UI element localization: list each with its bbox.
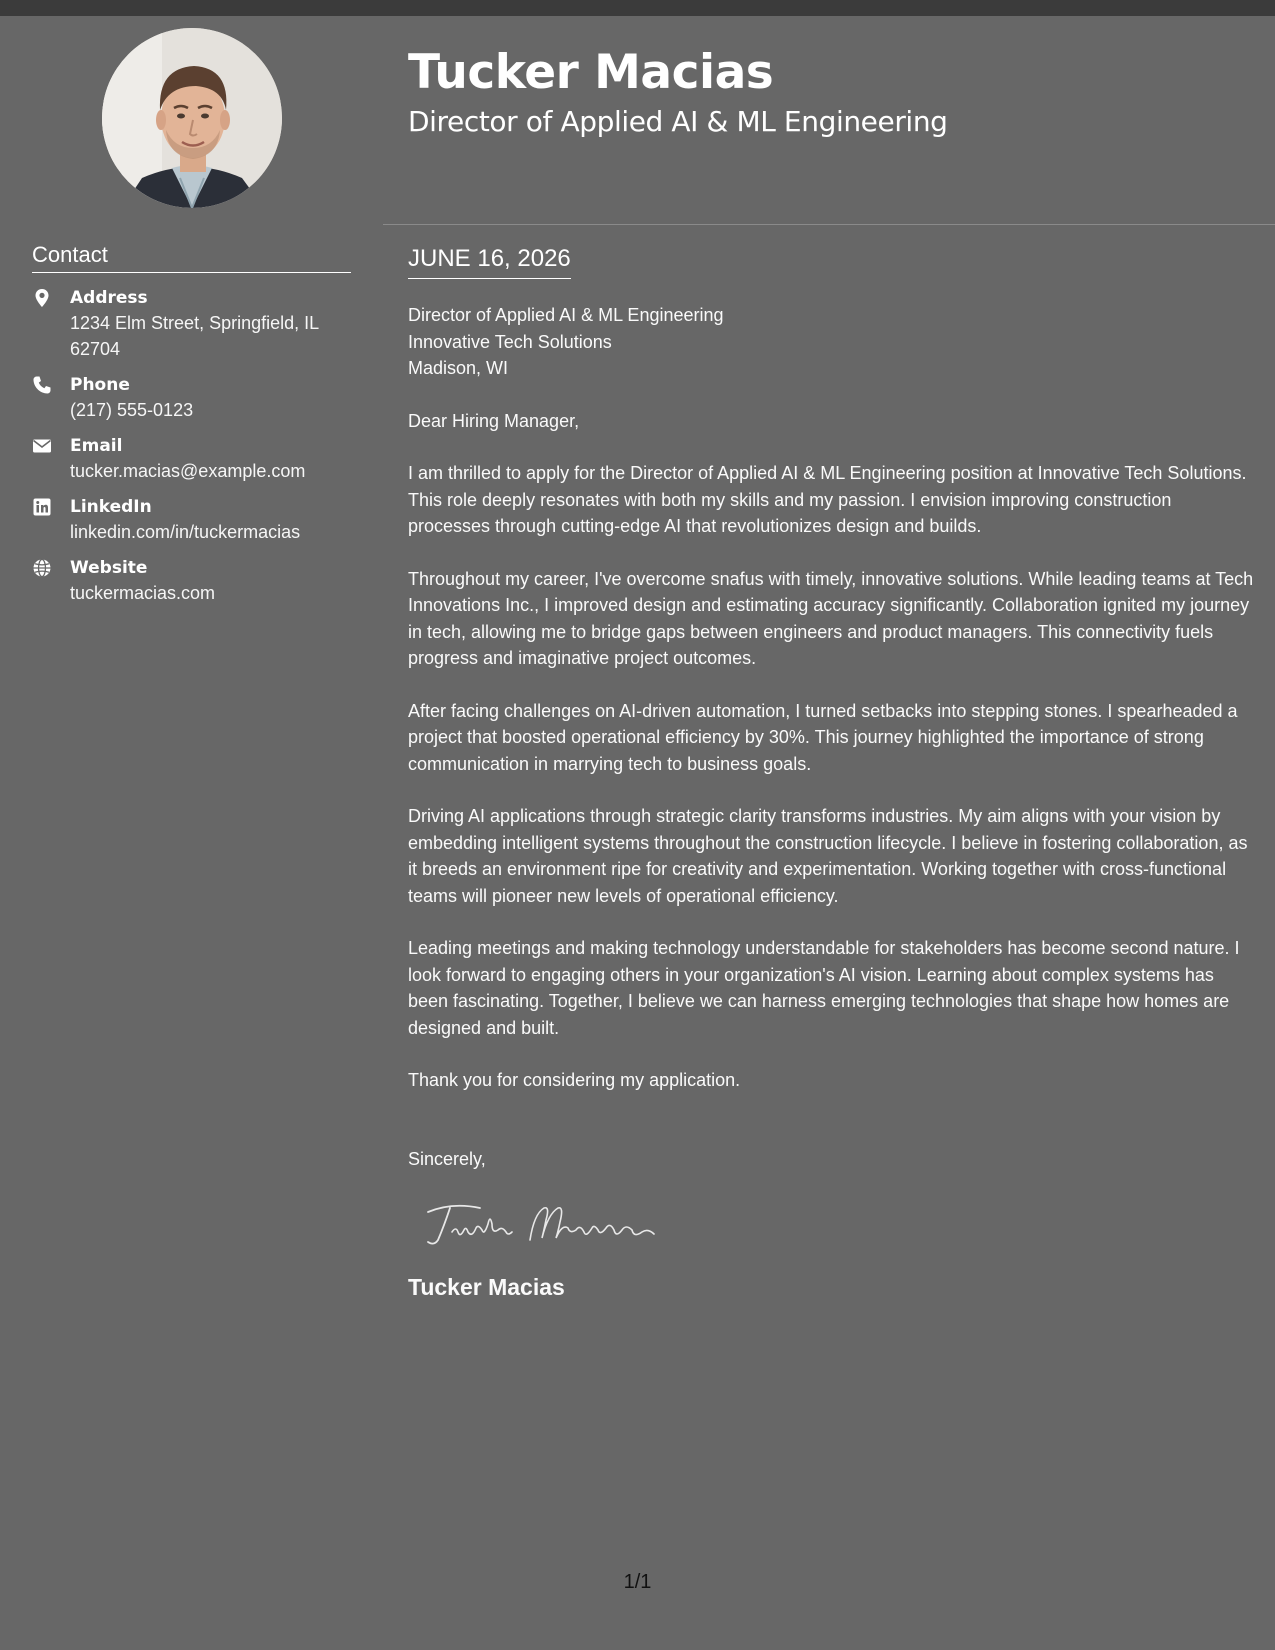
signer-name: Tucker Macias [408, 1273, 565, 1300]
letter-body [408, 302, 1254, 1302]
contact-item-email [32, 434, 362, 484]
letter-paragraph: Driving AI applications through strategic clarity transforms industries. My aim aligns with your vision by embedding intelligent systems throughout the construction lifecycle. I believe in fostering collaboration, as it breeds an environment ripe for creativity and experimentation. Working together with cross-functional teams will pioneer new levels of operational efficiency. [408, 806, 1248, 906]
phone-icon [32, 375, 52, 395]
contact-item-linkedin [32, 495, 362, 545]
linkedin-icon [32, 497, 52, 517]
recipient-line: Director of Applied AI & ML Engineering [408, 305, 724, 325]
applicant-title: Director of Applied AI & ML Engineering [408, 105, 948, 138]
letter-paragraph: Throughout my career, I've overcome snafus with timely, innovative solutions. While leading teams at Tech Innovations Inc., I improved design and estimating accuracy significantly. Collaboration ignited my journey in tech, allowing me to bridge gaps between engineers and product managers. This connectivity fuels progress and imaginative project outcomes. [408, 568, 1254, 668]
top-bar [0, 0, 1275, 16]
recipient-line: Innovative Tech Solutions [408, 331, 612, 352]
contact-value-website[interactable]: tuckermacias.com [70, 583, 216, 603]
contact-heading: Contact [32, 242, 351, 273]
recipient-block [408, 302, 1254, 382]
contact-value-address: 1234 Elm Street, Springfield, IL 62704 [70, 313, 319, 359]
page-number: 1/1 [623, 1571, 652, 1593]
letter-paragraph: Thank you for considering my application. [408, 1070, 741, 1090]
contact-value-email[interactable]: tucker.macias@example.com [70, 461, 306, 481]
handwritten-signature [422, 1194, 662, 1254]
letter-paragraph: I am thrilled to apply for the Director of Applied AI & ML Engineering position at Innovative Tech Solutions. This role deeply resonates with both my skills and my passion. I envision improving construction processes through cutting-edge AI that revolutionizes design and builds. [408, 463, 1247, 536]
closing: Sincerely, [408, 1148, 486, 1169]
contact-item-website [32, 556, 362, 606]
contact-value-phone: (217) 555-0123 [70, 400, 194, 420]
letter-date: JUNE 16, 2026 [408, 244, 571, 279]
contact-list [32, 286, 362, 617]
sidebar [0, 16, 383, 1650]
contact-value-linkedin[interactable]: linkedin.com/in/tuckermacias [70, 522, 301, 542]
salutation: Dear Hiring Manager, [408, 410, 580, 431]
profile-photo [102, 28, 282, 208]
letter-paragraph: Leading meetings and making technology understandable for stakeholders has become second nature. I look forward to engaging others in your organization's AI vision. Learning about complex systems has been fascinating. Together, I believe we can harness emerging technologies that shape how homes are designed and built. [408, 938, 1240, 1038]
globe-icon [32, 558, 52, 578]
header-divider [383, 224, 1275, 225]
profile-photo-portrait [102, 28, 282, 208]
applicant-name: Tucker Macias [408, 45, 774, 100]
letter-paragraph: After facing challenges on AI-driven automation, I turned setbacks into stepping stones. I spearheaded a project that boosted operational efficiency by 30%. This journey highlighted the importance of strong communication in marrying tech to business goals. [408, 700, 1238, 774]
contact-item-address [32, 286, 362, 362]
contact-label-email: Email [70, 436, 123, 456]
recipient-line: Madison, WI [408, 358, 509, 378]
contact-label-website: Website [70, 558, 148, 578]
contact-label-linkedin: LinkedIn [70, 497, 152, 517]
envelope-icon [32, 436, 52, 456]
map-pin-icon [32, 288, 52, 308]
contact-label-phone: Phone [70, 375, 130, 395]
contact-item-phone [32, 373, 362, 423]
contact-label-address: Address [70, 288, 148, 308]
